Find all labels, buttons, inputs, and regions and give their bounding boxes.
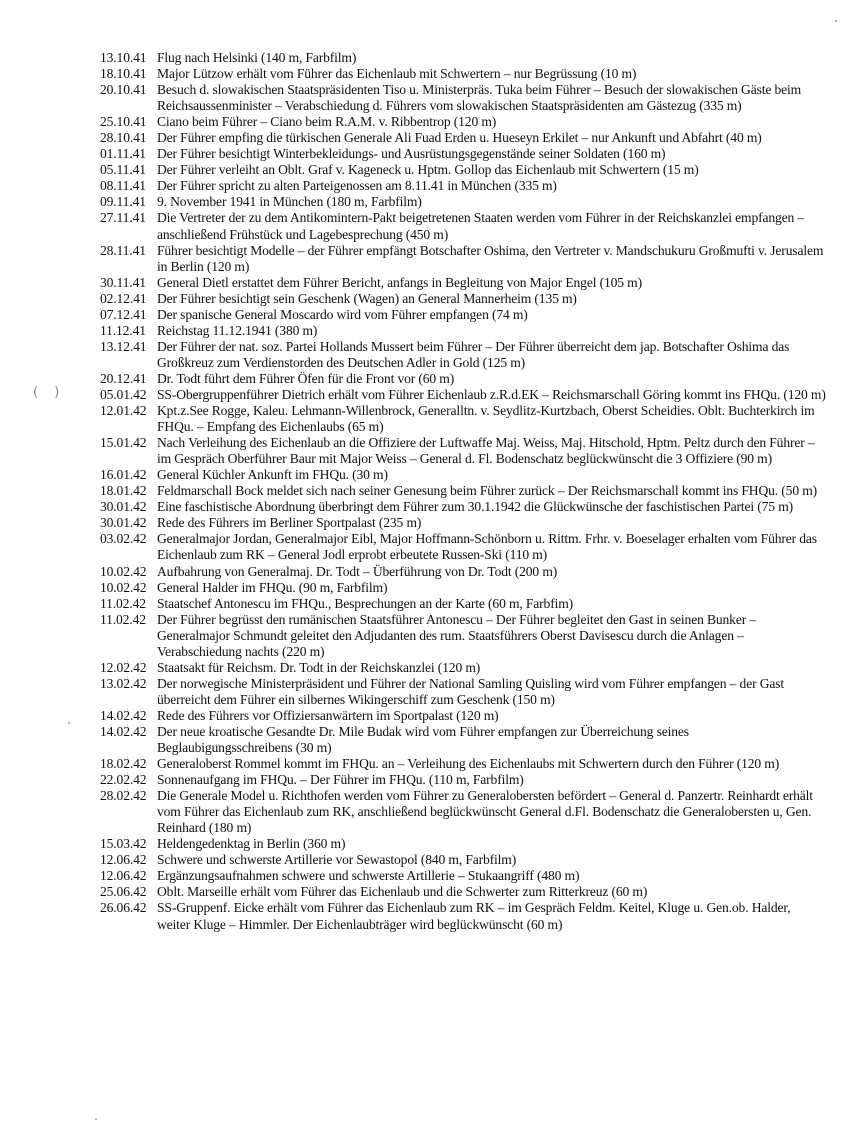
entry-date: 03.02.42 (100, 531, 147, 547)
entry-date: 25.06.42 (100, 884, 147, 900)
entry-date: 28.02.42 (100, 788, 147, 804)
entry-description: Der Führer der nat. soz. Partei Hollands Mussert beim Führer – Der Führer überreicht dem jap. Botschafter Oshima das Großkreuz zum Verdienstorden des Deutschen Adler in Gold (125 m) (157, 338, 790, 370)
entry-description: Der spanische General Moscardo wird vom Führer empfangen (74 m) (157, 306, 528, 322)
entry-date: 28.10.41 (100, 130, 147, 146)
entry-date: 22.02.42 (100, 772, 147, 788)
entry-date: 11.12.41 (100, 322, 146, 338)
entry-date: 11.02.42 (100, 611, 146, 627)
entry-description: Der Führer spricht zu alten Parteigenossen am 8.11.41 in München (335 m) (157, 178, 557, 194)
entry-description: Major Lützow erhält vom Führer das Eichenlaub mit Schwertern – nur Begrüssung (10 m) (157, 66, 637, 82)
list-item (100, 323, 830, 339)
entry-date: 26.06.42 (100, 900, 147, 916)
entry-date: 27.11.41 (100, 210, 146, 226)
entry-description: Schwere und schwerste Artillerie vor Sewastopol (840 m, Farbfilm) (157, 852, 517, 868)
list-item (100, 708, 830, 724)
list-item (100, 339, 830, 371)
list-item (100, 66, 830, 82)
entry-date: 16.01.42 (100, 467, 147, 483)
entry-date: 28.11.41 (100, 242, 146, 258)
entry-date: 05.01.42 (100, 386, 147, 402)
entry-description: Rede des Führers im Berliner Sportpalast (235 m) (157, 515, 422, 531)
list-item (100, 467, 830, 483)
entry-description: Nach Verleihung des Eichenlaub an die Offiziere der Luftwaffe Maj. Weiss, Maj. Hitschold, Hptm. Peltz durch den Führer – im Gespräch Oberführer Baur mit Major Weiss – General d. Fl. Bodenschatz beglückwünscht die 3 Offiziere (90 m) (157, 435, 815, 467)
entry-description: Feldmarschall Bock meldet sich nach seiner Genesung beim Führer zurück – Der Reichsmarschall kommt ins FHQu. (50 m) (157, 483, 818, 499)
list-item (100, 275, 830, 291)
list-item (100, 515, 830, 531)
entry-date: 12.06.42 (100, 868, 147, 884)
entry-date: 12.02.42 (100, 659, 147, 675)
entry-date: 02.12.41 (100, 290, 147, 306)
entry-description: SS-Gruppenf. Eicke erhält vom Führer das Eichenlaub zum RK – im Gespräch Feldm. Keitel, Kluge u. Gen.ob. Halder, weiter Kluge – Himmler. Der Eichenlaubträger wird beglückwünscht (60 m) (157, 900, 791, 932)
list-item (100, 178, 830, 194)
entry-date: 15.01.42 (100, 435, 147, 451)
entry-date: 20.10.41 (100, 82, 147, 98)
list-item (100, 162, 830, 178)
entry-date: 15.03.42 (100, 836, 147, 852)
entry-date: 12.01.42 (100, 403, 147, 419)
list-item (100, 82, 830, 114)
entry-description: Reichstag 11.12.1941 (380 m) (157, 322, 318, 338)
entry-description: Die Vertreter der zu dem Antikomintern-Pakt beigetretenen Staaten werden vom Führer in der Reichskanzlei empfangen – anschließend Frühstück und Lagebesprechung (450 m) (157, 210, 805, 242)
entry-description: SS-Obergruppenführer Dietrich erhält vom Führer Eichenlaub z.R.d.EK – Reichsmarschall Göring kommt ins FHQu. (120 m) (157, 386, 826, 402)
list-item (100, 435, 830, 467)
scan-speck (95, 1118, 97, 1120)
list-item (100, 403, 830, 435)
entry-description: Eine faschistische Abordnung überbringt dem Führer zum 30.1.1942 die Glückwünsche der faschistischen Partei (75 m) (157, 499, 793, 515)
entry-date: 14.02.42 (100, 723, 147, 739)
entry-date: 01.11.41 (100, 146, 146, 162)
entry-description: Staatsakt für Reichsm. Dr. Todt in der Reichskanzlei (120 m) (157, 659, 481, 675)
entry-description: Die Generale Model u. Richthofen werden vom Führer zu Generalobersten befördert – General d. Panzertr. Reinhardt erhält vom Führer das Eichenlaub zum RK, anschließend beglückwünscht General d.Fl. Bodenschatz die Generalobersten u, Gen. Reinhard (180 m) (157, 788, 813, 836)
margin-mark: ( ) (33, 385, 66, 400)
list-item (100, 564, 830, 580)
entry-date: 30.11.41 (100, 274, 146, 290)
entry-description: Der Führer verleiht an Oblt. Graf v. Kageneck u. Hptm. Gollop das Eichenlaub mit Schwertern (15 m) (157, 162, 699, 178)
entry-description: 9. November 1941 in München (180 m, Farbfilm) (157, 194, 422, 210)
list-item (100, 210, 830, 242)
entry-date: 13.02.42 (100, 675, 147, 691)
list-item (100, 291, 830, 307)
entry-description: Besuch d. slowakischen Staatspräsidenten Tiso u. Ministerpräs. Tuka beim Führer – Besuch der slowakischen Gäste beim Reichsaussenminister – Verabschiedung d. Führers vom slowakischen Staatspräsidenten am Gästezug (335 m) (157, 82, 802, 114)
entry-description: Führer besichtigt Modelle – der Führer empfängt Botschafter Oshima, den Vertreter v. Mandschukuru Großmufti v. Jerusalem in Berlin (120 m) (157, 242, 824, 274)
list-item (100, 852, 830, 868)
list-item (100, 483, 830, 499)
scan-speck (835, 20, 837, 22)
entry-date: 10.02.42 (100, 579, 147, 595)
entry-description: General Küchler Ankunft im FHQu. (30 m) (157, 467, 388, 483)
list-item (100, 387, 830, 403)
entry-description: Der Führer begrüsst den rumänischen Staatsführer Antonescu – Der Führer begleitet den Gast in seinen Bunker – Generalmajor Schmundt geleitet den Adjudanten des rum. Staatsführers Oberst Davisescu durch die Anlagen – Verabschiedung nachts (220 m) (157, 611, 756, 659)
list-item (100, 612, 830, 660)
list-item (100, 756, 830, 772)
list-item (100, 114, 830, 130)
list-item (100, 580, 830, 596)
list-item (100, 884, 830, 900)
entry-description: General Dietl erstattet dem Führer Bericht, anfangs in Begleitung von Major Engel (105 m) (157, 274, 642, 290)
entry-date: 13.12.41 (100, 338, 147, 354)
entry-date: 20.12.41 (100, 370, 147, 386)
entry-description: Der Führer empfing die türkischen Generale Ali Fuad Erden u. Hueseyn Erkilet – nur Ankunft und Abfahrt (40 m) (157, 130, 762, 146)
list-item (100, 243, 830, 275)
entry-date: 18.02.42 (100, 756, 147, 772)
list-item (100, 900, 830, 932)
entry-date: 10.02.42 (100, 563, 147, 579)
list-item (100, 531, 830, 563)
entry-description: Dr. Todt führt dem Führer Öfen für die Front vor (60 m) (157, 370, 455, 386)
entry-description: Heldengedenktag in Berlin (360 m) (157, 836, 346, 852)
entry-description: Sonnenaufgang im FHQu. – Der Führer im FHQu. (110 m, Farbfilm) (157, 772, 524, 788)
entry-date: 13.10.41 (100, 50, 147, 65)
scan-speck (68, 722, 70, 724)
entry-date: 18.10.41 (100, 66, 147, 82)
list-item (100, 194, 830, 210)
list-item (100, 660, 830, 676)
entry-date: 07.12.41 (100, 306, 147, 322)
list-item (100, 868, 830, 884)
film-entry-list (100, 50, 830, 933)
entry-date: 08.11.41 (100, 178, 146, 194)
entry-description: Flug nach Helsinki (140 m, Farbfilm) (157, 50, 357, 65)
list-item (100, 146, 830, 162)
entry-date: 05.11.41 (100, 162, 146, 178)
list-item (100, 371, 830, 387)
entry-description: Der Führer besichtigt Winterbekleidungs- und Ausrüstungsgegenstände seiner Soldaten (160 m) (157, 146, 666, 162)
entry-description: Oblt. Marseille erhält vom Führer das Eichenlaub und die Schwerter zum Ritterkreuz (60 m) (157, 884, 648, 900)
list-item (100, 596, 830, 612)
entry-description: Aufbahrung von Generalmaj. Dr. Todt – Überführung von Dr. Todt (200 m) (157, 563, 558, 579)
list-item (100, 499, 830, 515)
entry-description: Der neue kroatische Gesandte Dr. Mile Budak wird vom Führer empfangen zur Überreichung seines Beglaubigungsschreibens (30 m) (157, 723, 689, 756)
entry-description: Ergänzungsaufnahmen schwere und schwerste Artillerie – Stukaangriff (480 m) (157, 868, 580, 884)
entry-description: Der Führer besichtigt sein Geschenk (Wagen) an General Mannerheim (135 m) (157, 290, 577, 306)
entry-description: Generaloberst Rommel kommt im FHQu. an – Verleihung des Eichenlaubs mit Schwertern durch den Führer (120 m) (157, 756, 780, 772)
entry-description: Generalmajor Jordan, Generalmajor Eibl, Major Hoffmann-Schönborn u. Rittm. Frhr. v. Boeselager erhalten vom Führer das Eichenlaub zum RK – General Jodl erprobt erbeutete Russen-Ski (110 m) (157, 531, 817, 563)
entry-description: Rede des Führers vor Offiziersanwärtern im Sportpalast (120 m) (157, 707, 499, 723)
entry-date: 18.01.42 (100, 483, 147, 499)
list-item (100, 772, 830, 788)
list-item (100, 50, 830, 66)
entry-description: Der norwegische Ministerpräsident und Führer der National Samling Quisling wird vom Führer empfangen – der Gast überreicht dem Führer ein silbernes Wikingerschiff zum Geschenk (150 m) (157, 675, 785, 707)
entry-date: 11.02.42 (100, 595, 146, 611)
entry-description: Kpt.z.See Rogge, Kaleu. Lehmann-Willenbrock, Generalltn. v. Seydlitz-Kurtzbach, Oberst Scheidies. Oblt. Buchterkirch im FHQu. – Empfang des Eichenlaubs (65 m) (157, 403, 815, 435)
entry-description: General Halder im FHQu. (90 m, Farbfilm) (157, 579, 388, 595)
entry-date: 30.01.42 (100, 515, 147, 531)
entry-date: 30.01.42 (100, 499, 147, 515)
list-item (100, 836, 830, 852)
entry-date: 09.11.41 (100, 194, 146, 210)
list-item (100, 130, 830, 146)
list-item (100, 307, 830, 323)
entry-date: 12.06.42 (100, 852, 147, 868)
entry-description: Ciano beim Führer – Ciano beim R.A.M. v. Ribbentrop (120 m) (157, 114, 497, 130)
entry-description: Staatschef Antonescu im FHQu., Besprechungen an der Karte (60 m, Farbfim) (157, 595, 574, 611)
list-item (100, 724, 830, 756)
list-item (100, 676, 830, 708)
entry-date: 14.02.42 (100, 707, 147, 723)
list-item (100, 788, 830, 836)
entry-date: 25.10.41 (100, 114, 147, 130)
